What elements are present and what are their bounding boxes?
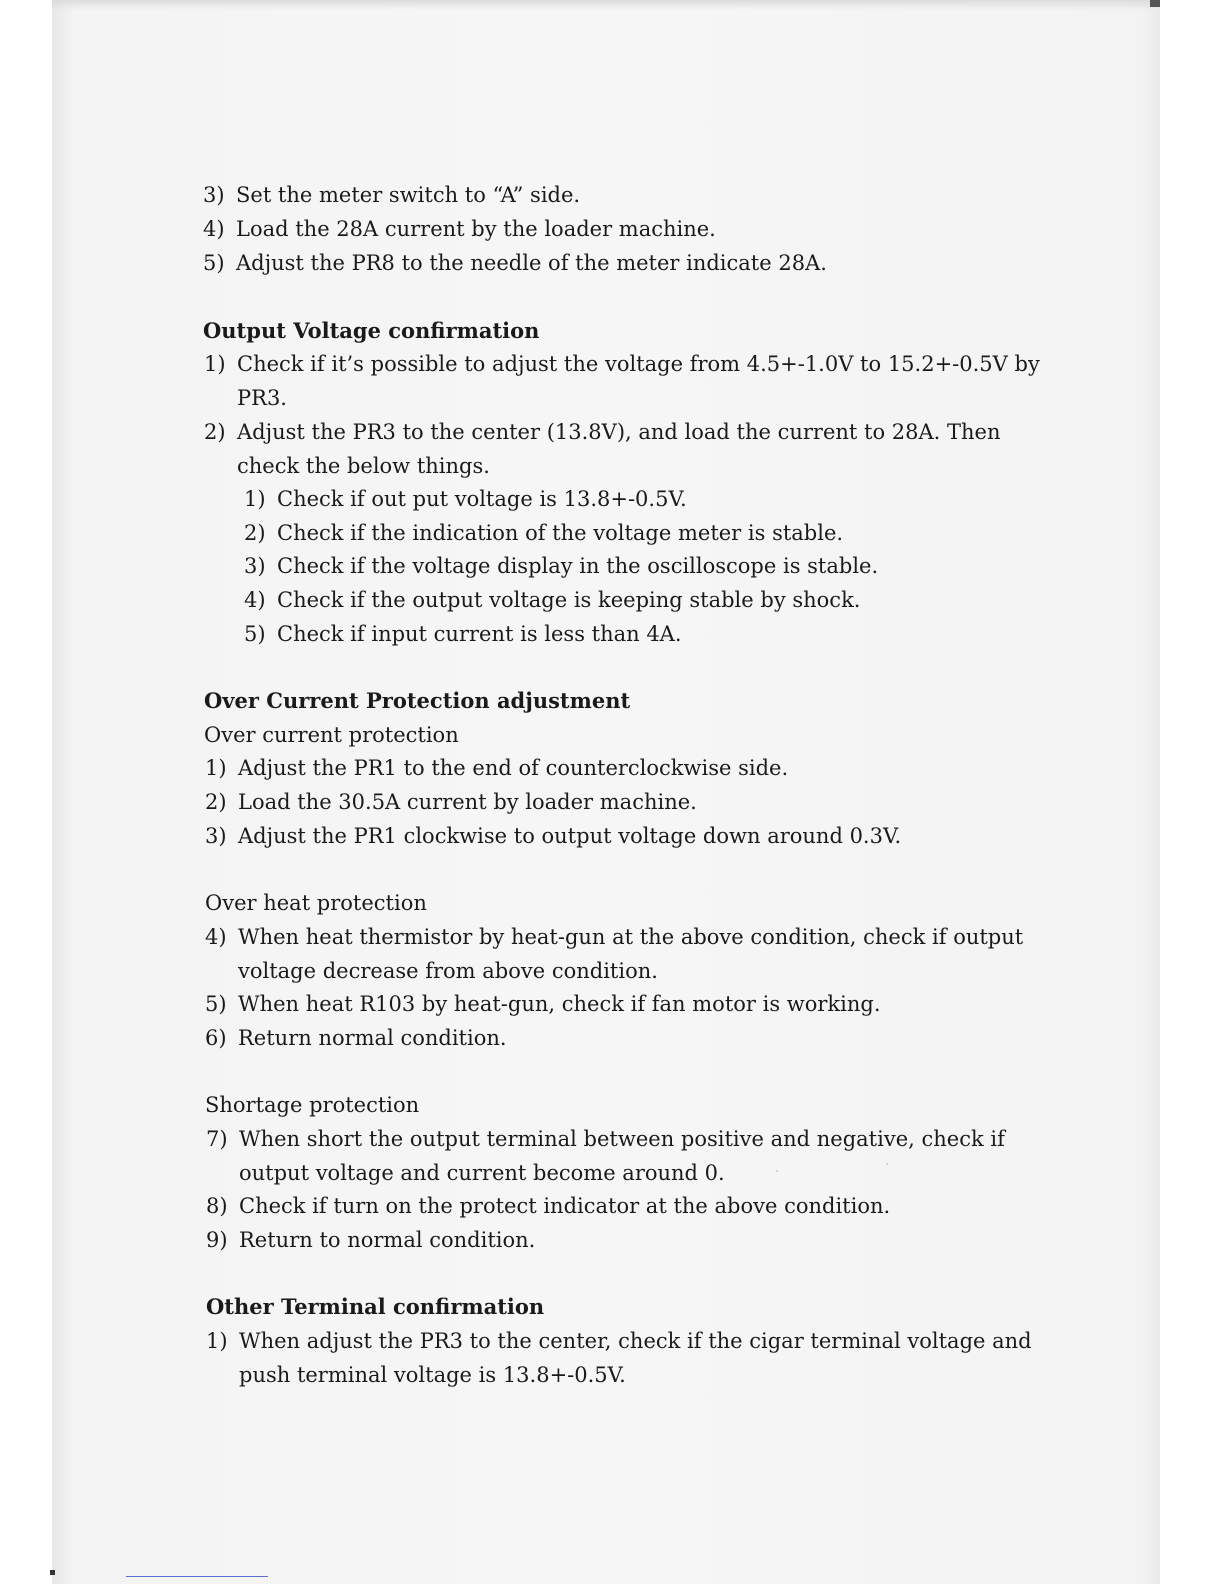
item-text: When adjust the PR3 to the center, check if the cigar terminal voltage and — [239, 1329, 1032, 1353]
item-text: When short the output terminal between positive and negative, check if — [239, 1127, 1005, 1151]
item-number: 3) — [205, 824, 227, 848]
item-text: Load the 30.5A current by loader machine. — [238, 790, 697, 814]
item-text: Check if turn on the protect indicator at the above condition. — [239, 1194, 891, 1218]
scan-top-shadow — [52, 0, 1160, 10]
item-text-continuation: voltage decrease from above condition. — [238, 959, 658, 983]
section-heading: Over Current Protection adjustment — [204, 688, 631, 713]
scan-mark — [50, 1570, 55, 1575]
subsection-heading: Over heat protection — [205, 891, 427, 915]
item-text-continuation: PR3. — [237, 386, 287, 410]
scan-corner-mark — [1150, 0, 1160, 7]
item-number: 6) — [205, 1026, 227, 1050]
item-number: 5) — [244, 622, 266, 646]
item-number: 2) — [205, 790, 227, 814]
scan-speck — [776, 1170, 778, 1172]
item-text: Return normal condition. — [238, 1026, 507, 1050]
footer-rule — [126, 1576, 268, 1577]
item-number: 4) — [205, 925, 227, 949]
item-number: 2) — [204, 420, 226, 444]
item-number: 7) — [206, 1127, 228, 1151]
item-number: 1) — [204, 352, 226, 376]
item-number: 3) — [244, 554, 266, 578]
item-text: Adjust the PR3 to the center (13.8V), and load the current to 28A. Then — [237, 420, 1001, 444]
section-heading: Other Terminal confirmation — [206, 1294, 545, 1319]
item-number: 5) — [203, 251, 225, 275]
item-text: Check if input current is less than 4A. — [277, 622, 682, 646]
subsection-heading: Over current protection — [204, 723, 459, 747]
item-number: 4) — [244, 588, 266, 612]
subsection-heading: Shortage protection — [205, 1093, 420, 1117]
item-number: 1) — [244, 487, 266, 511]
item-text: When heat R103 by heat-gun, check if fan motor is working. — [238, 992, 881, 1016]
item-number: 2) — [244, 521, 266, 545]
item-text: Adjust the PR1 clockwise to output voltage down around 0.3V. — [238, 824, 902, 848]
item-text: When heat thermistor by heat-gun at the above condition, check if output — [238, 925, 1024, 949]
item-text-continuation: output voltage and current become around 0. — [239, 1161, 725, 1185]
item-text: Check if the voltage display in the oscilloscope is stable. — [277, 554, 879, 578]
item-text: Adjust the PR8 to the needle of the meter indicate 28A. — [236, 251, 827, 275]
item-number: 1) — [205, 756, 227, 780]
item-number: 3) — [203, 183, 225, 207]
item-number: 8) — [206, 1194, 228, 1218]
item-text: Return to normal condition. — [239, 1228, 536, 1252]
item-text: Check if it’s possible to adjust the voltage from 4.5+-1.0V to 15.2+-0.5V by — [237, 352, 1040, 376]
item-text: Check if the output voltage is keeping stable by shock. — [277, 588, 861, 612]
item-number: 1) — [206, 1329, 228, 1353]
item-text: Check if the indication of the voltage meter is stable. — [277, 521, 844, 545]
item-text: Load the 28A current by the loader machine. — [236, 217, 716, 241]
item-text: Check if out put voltage is 13.8+-0.5V. — [277, 487, 687, 511]
item-number: 9) — [206, 1228, 228, 1252]
item-text: Adjust the PR1 to the end of counterclockwise side. — [238, 756, 789, 780]
item-number: 5) — [205, 992, 227, 1016]
item-text-continuation: check the below things. — [237, 454, 490, 478]
item-number: 4) — [203, 217, 225, 241]
item-text-continuation: push terminal voltage is 13.8+-0.5V. — [239, 1363, 626, 1387]
scan-speck — [886, 1163, 888, 1165]
section-heading: Output Voltage confirmation — [203, 318, 540, 343]
item-text: Set the meter switch to “A” side. — [236, 183, 581, 207]
